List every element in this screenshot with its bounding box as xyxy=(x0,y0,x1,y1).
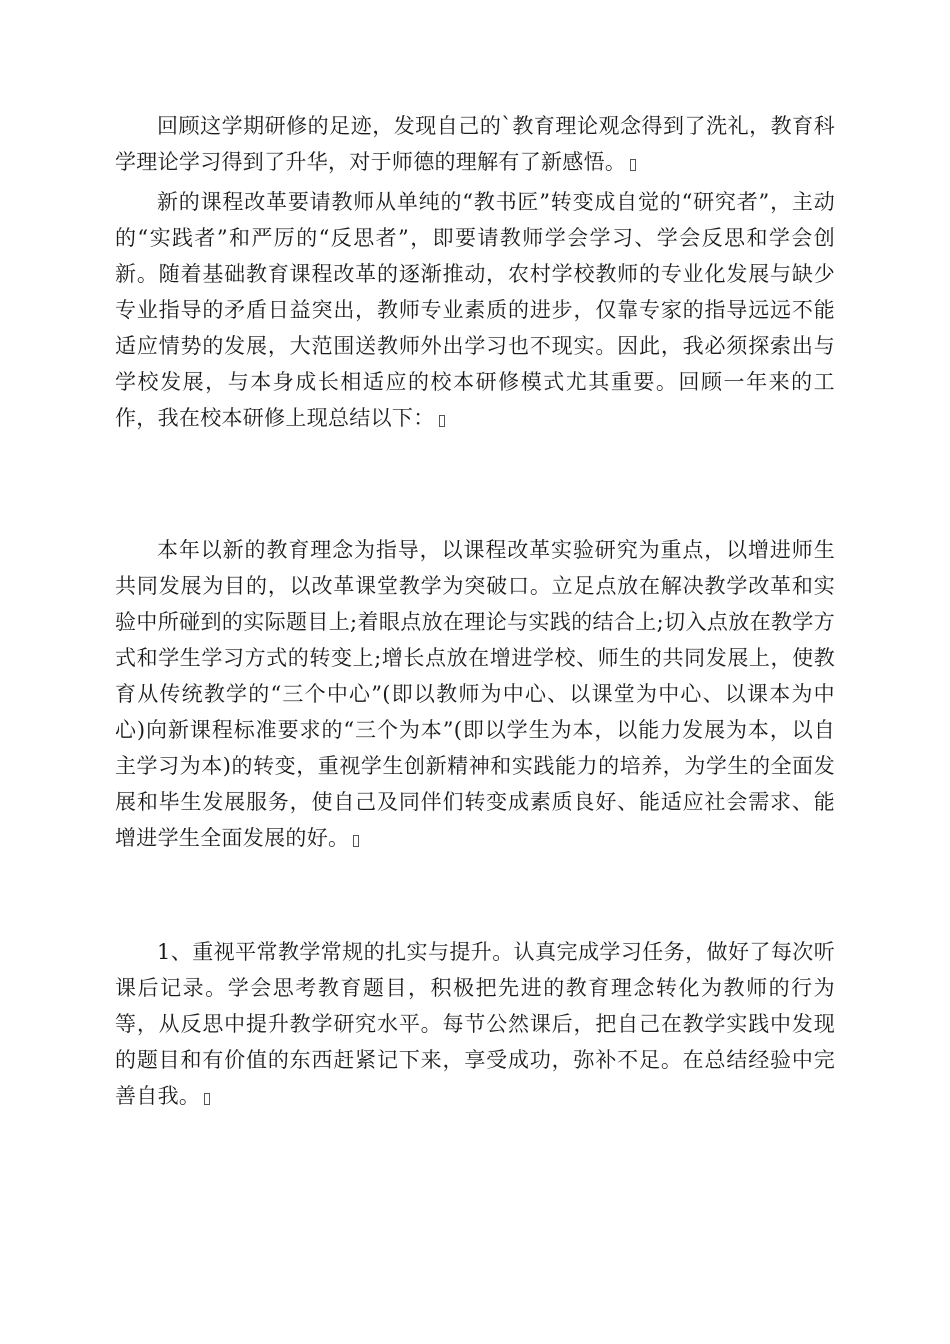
paragraph-3-text: 本年以新的教育理念为指导，以课程改革实验研究为重点，以增进师生共同发展为目的，以改革课堂教学为突破口。立足点放在解决教学改革和实验中所碰到的实际题目上;着眼点放在理论与实践的结合上;切入点放在教学方式和学生学习方式的转变上;增长点放在增进学校、师生的共同发展上，使教育从传统教学的“三个中心”(即以教师为中心、以课堂为中心、以课本为中心)向新课程标准要求的“三个为本”(即以学生为本，以能力发展为本，以自主学习为本)的转变，重视学生创新精神和实践能力的培养，为学生的全面发展和毕生发展服务，使自己及同伴们转变成素质良好、能适应社会需求、能增进学生全面发展的好。 xyxy=(115,538,835,850)
paragraph-2-text: 新的课程改革要请教师从单纯的“教书匠”转变成自觉的“研究者”，主动的“实践者”和严厉的“反思者”，即要请教师学会学习、学会反思和学会创新。随着基础教育课程改革的逐渐推动，农村学校教师的专业化发展与缺少专业指导的矛盾日益突出，教师专业素质的进步，仅靠专家的指导远远不能适应情势的发展，大范围送教师外出学习也不现实。因此，我必须探索出与学校发展，与本身成长相适应的校本研修模式尤其重要。回顾一年来的工作，我在校本研修上现总结以下： xyxy=(115,190,835,430)
paragraph-4-text: 1、重视平常教学常规的扎实与提升。认真完成学习任务，做好了每次听课后记录。学会思考教育题目，积极把先进的教育理念转化为教师的行为等，从反思中提升教学研究水平。每节公然课后，把自己在教学实践中发现的题目和有价值的东西赶紧记下来，享受成功，弥补不足。在总结经验中完善自我。 xyxy=(115,940,835,1108)
paragraph-1-text: 回顾这学期研修的足迹，发现自己的`教育理论观念得到了洗礼，教育科学理论学习得到了升华，对于师德的理解有了新感悟。 xyxy=(115,114,835,174)
paragraph-4 xyxy=(115,934,835,1114)
paragraph-2 xyxy=(115,184,835,436)
paragraph-mark-icon xyxy=(204,1093,210,1105)
paragraph-mark-icon xyxy=(630,159,636,171)
paragraph-mark-icon xyxy=(439,415,445,427)
paragraph-mark-icon xyxy=(353,835,359,847)
paragraph-3 xyxy=(115,532,835,856)
paragraph-1 xyxy=(115,108,835,180)
